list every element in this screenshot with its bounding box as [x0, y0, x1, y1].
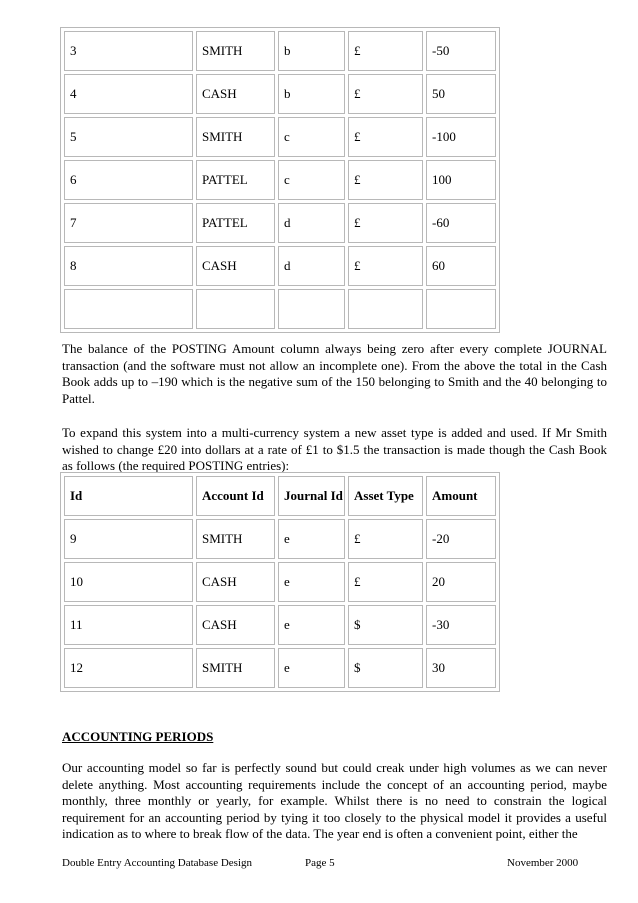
posting-table-multicurrency	[60, 472, 500, 692]
table-cell: 50	[426, 74, 496, 114]
table-cell: -100	[426, 117, 496, 157]
table-cell: -20	[426, 519, 496, 559]
section-heading-accounting-periods: ACCOUNTING PERIODS	[62, 729, 214, 744]
table-cell: 20	[426, 562, 496, 602]
table-cell: c	[278, 160, 345, 200]
table-header-row	[64, 476, 496, 516]
table-row	[64, 203, 496, 243]
table-cell: -60	[426, 203, 496, 243]
table-row	[64, 289, 496, 329]
table-cell: 30	[426, 648, 496, 688]
table-cell: $	[348, 648, 423, 688]
table-cell: £	[348, 203, 423, 243]
table-cell: 10	[64, 562, 193, 602]
table-cell: 9	[64, 519, 193, 559]
table-cell: d	[278, 203, 345, 243]
footer-document-title: Double Entry Accounting Database Design	[62, 857, 253, 869]
table-row	[64, 648, 496, 688]
table-cell: -50	[426, 31, 496, 71]
table-cell: 4	[64, 74, 193, 114]
table-cell: 6	[64, 160, 193, 200]
table-row	[64, 31, 496, 71]
table-header-cell: Amount	[426, 476, 496, 516]
table-cell: £	[348, 246, 423, 286]
table-row	[64, 160, 496, 200]
table-row	[64, 605, 496, 645]
table-cell: 100	[426, 160, 496, 200]
table-cell: PATTEL	[196, 160, 275, 200]
table-cell: SMITH	[196, 519, 275, 559]
table-row	[64, 117, 496, 157]
table-cell: -30	[426, 605, 496, 645]
table-cell: £	[348, 562, 423, 602]
table-cell: £	[348, 31, 423, 71]
table-header-cell: Id	[64, 476, 193, 516]
table-cell: e	[278, 605, 345, 645]
accounting-periods-paragraph: Our accounting model so far is perfectly sound but could creak under high volumes as we can never delete anything. Most accounting requirements include the concept of an accounting period, maybe monthly, three monthly or yearly, for example. Whilst there is no need to constrain the logical requirement for an accounting period by tying it too closely to the physical model it provides a useful indication as to where to break flow of the data. The year end is often a convenient point, either the	[62, 760, 607, 841]
table-cell: e	[278, 562, 345, 602]
table-cell	[64, 289, 193, 329]
table-cell: 8	[64, 246, 193, 286]
posting-table-continued	[60, 27, 500, 333]
table-row	[64, 519, 496, 559]
table-row	[64, 74, 496, 114]
posting-table-multicurrency-body	[64, 519, 496, 688]
table-cell: b	[278, 31, 345, 71]
table-cell: e	[278, 648, 345, 688]
table-cell: $	[348, 605, 423, 645]
table-cell: CASH	[196, 562, 275, 602]
table-cell: SMITH	[196, 117, 275, 157]
table-cell: c	[278, 117, 345, 157]
posting-table-multicurrency-header	[64, 476, 496, 516]
multi-currency-paragraph: To expand this system into a multi-currency system a new asset type is added and used. If Mr Smith wished to change £20 into dollars at a rate of £1 to $1.5 the transaction is made though the Cash Book as follows (the required POSTING entries):	[62, 425, 607, 473]
table-cell: 5	[64, 117, 193, 157]
table-header-cell: Journal Id	[278, 476, 345, 516]
table-cell	[278, 289, 345, 329]
table-cell: 7	[64, 203, 193, 243]
table-cell: SMITH	[196, 31, 275, 71]
table-cell: CASH	[196, 246, 275, 286]
table-cell: 3	[64, 31, 193, 71]
table-cell	[196, 289, 275, 329]
table-row	[64, 246, 496, 286]
posting-table-continued-body	[64, 31, 496, 329]
table-cell: £	[348, 117, 423, 157]
table-row	[64, 562, 496, 602]
table-header-cell: Asset Type	[348, 476, 423, 516]
footer-date: November 2000	[507, 857, 579, 869]
table-cell: PATTEL	[196, 203, 275, 243]
table-cell: e	[278, 519, 345, 559]
table-cell: SMITH	[196, 648, 275, 688]
footer-page-number: Page 5	[305, 857, 335, 869]
table-cell	[426, 289, 496, 329]
table-cell: 11	[64, 605, 193, 645]
table-cell: CASH	[196, 605, 275, 645]
table-cell: 60	[426, 246, 496, 286]
table-cell	[348, 289, 423, 329]
table-header-cell: Account Id	[196, 476, 275, 516]
table-cell: £	[348, 160, 423, 200]
table-cell: £	[348, 74, 423, 114]
table-cell: b	[278, 74, 345, 114]
table-cell: CASH	[196, 74, 275, 114]
balance-paragraph: The balance of the POSTING Amount column always being zero after every complete JOURNAL transaction (and the software must not allow an incomplete one). From the above the total in the Cash Book adds up to –190 which is the negative sum of the 150 belonging to Smith and the 40 belonging to Pattel.	[62, 341, 607, 406]
table-cell: d	[278, 246, 345, 286]
table-cell: £	[348, 519, 423, 559]
table-cell: 12	[64, 648, 193, 688]
